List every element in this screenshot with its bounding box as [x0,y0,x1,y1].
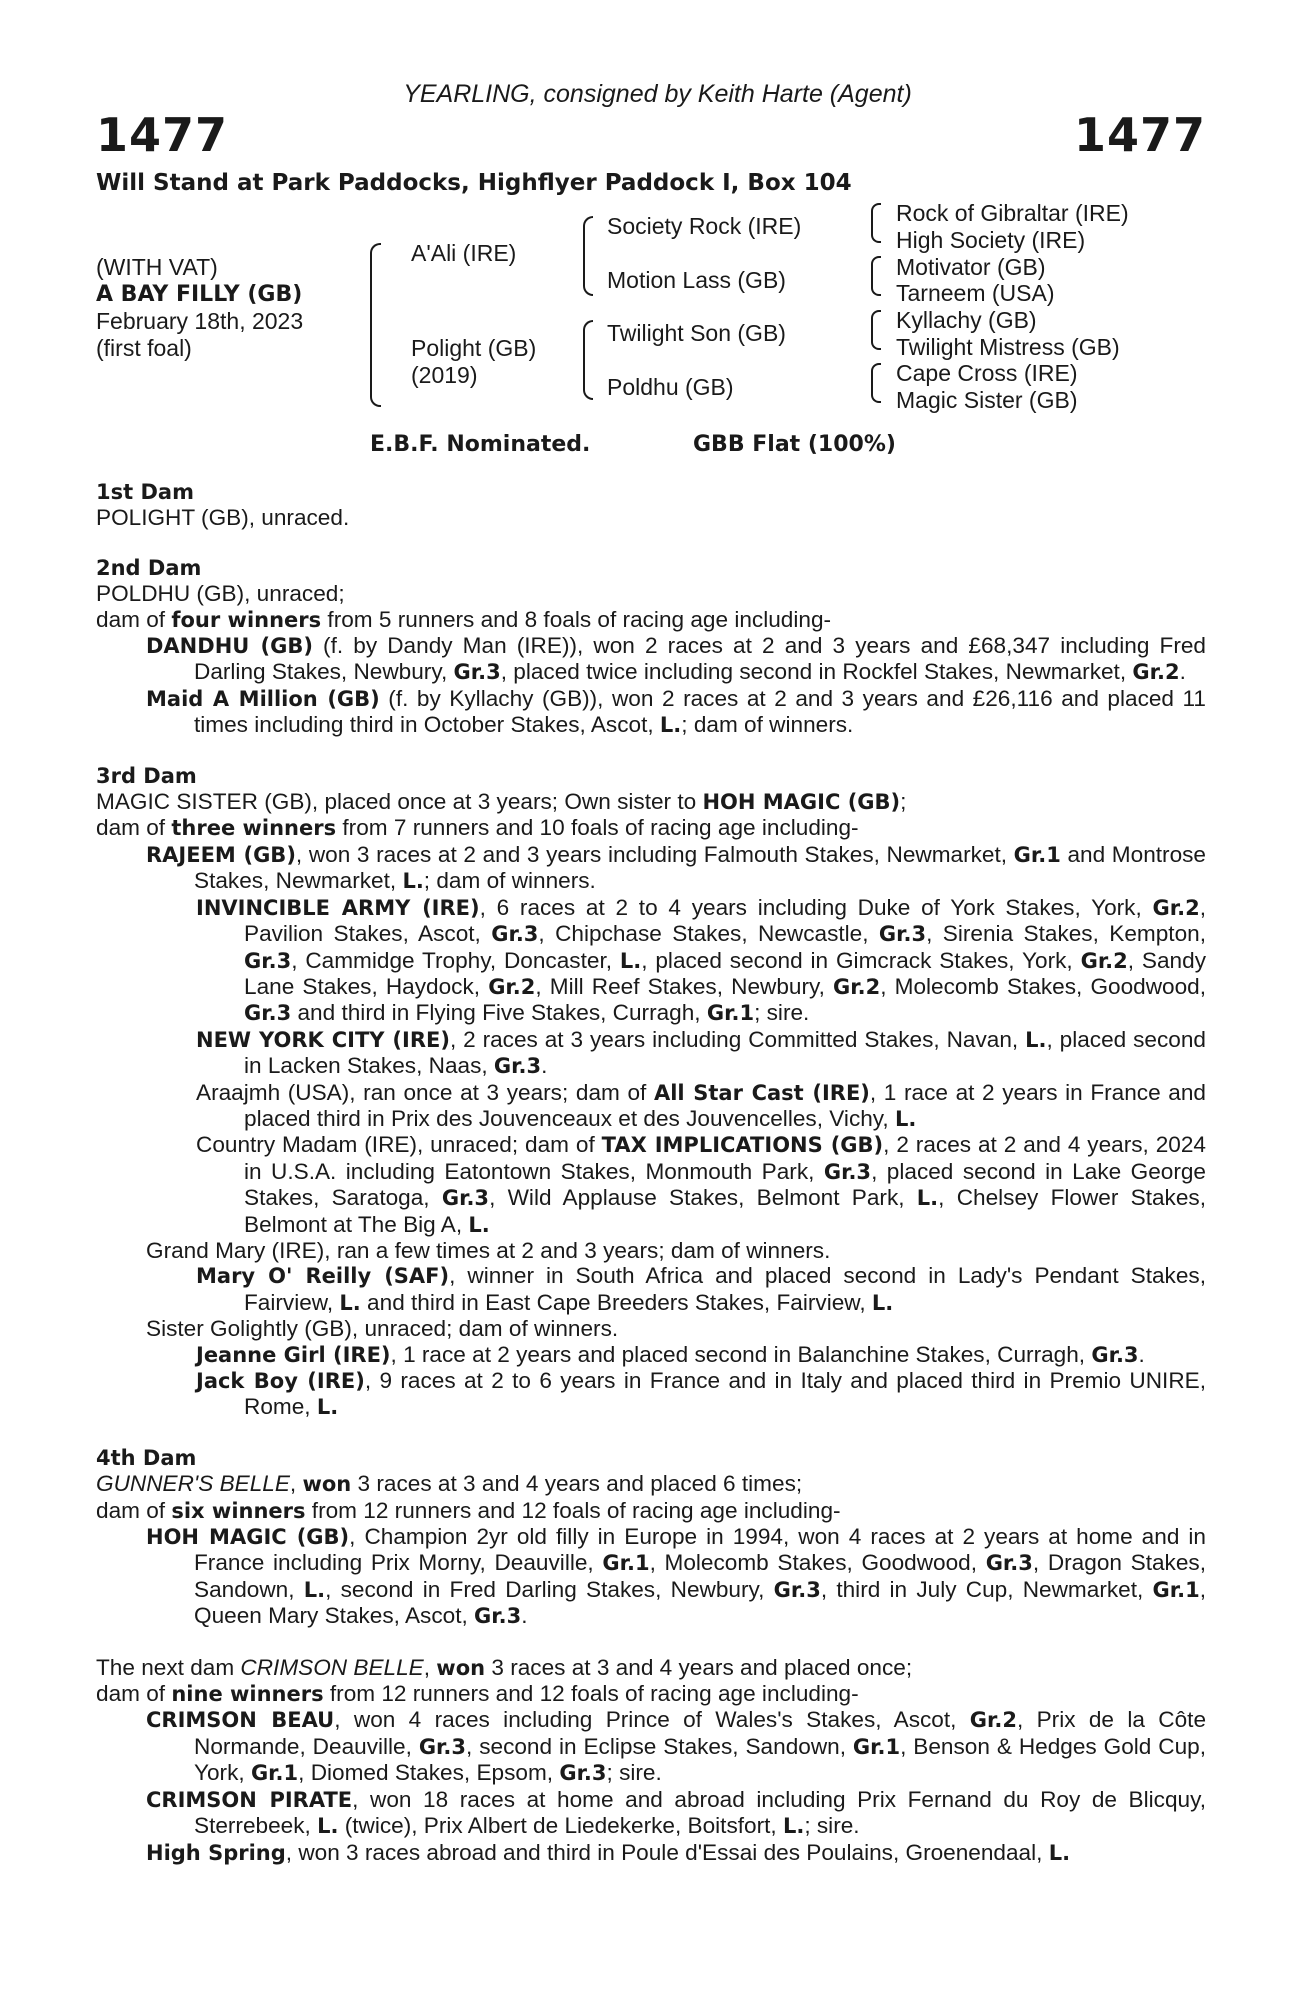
dam-name: Polight (GB) [411,335,537,361]
text: Grand Mary (IRE), ran a few times at 2 and 3 years; dam of winners. [146,1237,831,1263]
text: Sister Golightly (GB), unraced; dam of winners. [146,1316,619,1342]
dam-section [96,764,1206,1421]
produce-entry [96,1368,1206,1421]
produce-entry [96,1316,1206,1341]
bold-text: Gr.3 [474,1604,522,1629]
produce-entry [96,1263,1206,1316]
text: and Montrose Stakes, Newmarket, [194,841,1206,894]
bold-text: Gr.3 [823,1159,872,1184]
bold-text: six winners [171,1498,306,1523]
text: and third in East Cape Breeders Stakes, Fairview, [360,1289,872,1315]
bold-text: L. [782,1814,805,1839]
text: , placed twice including second in Rockfel Stakes, Newmarket, [500,659,1133,685]
text: , Molecomb Stakes, Goodwood, [649,1550,986,1576]
bold-text: L. [339,1290,361,1315]
ggp-2: High Society (IRE) [896,227,1086,253]
bold-text: Gr.1 [1152,1577,1200,1602]
text: , won 4 races including Prince of Wales's Stakes, Ascot, [334,1707,970,1733]
dam-section [96,556,1206,739]
parents-brace [370,243,381,407]
bold-text: All Star Cast (IRE) [653,1080,870,1105]
text: . [521,1603,528,1629]
bold-text: TAX IMPLICATIONS (GB) [601,1133,884,1158]
ggp-3: Motivator (GB) [896,254,1046,280]
bold-text: Gr.3 [244,948,292,973]
dam-record-line [96,815,1206,841]
text: , won 3 races at 2 and 3 years including Falmouth Stakes, Newmarket, [295,841,1014,867]
text: , Sandy Lane Stakes, Haydock, [244,947,1206,999]
dam-record-line [96,505,1206,530]
bold-text: Maid A Million (GB) [146,686,380,711]
bold-text: Gr.2 [1152,895,1200,920]
text: Country Madam (IRE), unraced; dam of [196,1132,602,1158]
text: , 2 races at 2 and 4 years, 2024 in U.S.A. including Eatontown Stakes, Monmouth Park, [244,1132,1206,1184]
lot-number-right: 1477 [1073,108,1206,162]
text: , Sirenia Stakes, Kempton, [926,921,1206,947]
bold-text: Gr.3 [1091,1342,1139,1367]
text: , won 3 races abroad and third in Poule d'Essai des Poulains, Groenendaal, [285,1839,1049,1865]
bold-text: Gr.3 [878,922,927,947]
bold-text: Gr.3 [773,1577,821,1602]
bold-text: Gr.1 [852,1734,901,1759]
bold-text: Gr.3 [453,660,501,685]
dam-year: (2019) [411,362,478,388]
text: from 5 runners and 8 foals of racing age including- [321,606,832,632]
ebf-nomination: E.B.F. Nominated. [370,432,591,457]
text: , won 18 races at home and abroad including Prix Fernand du Roy de Blicquy, Sterrebeek, [194,1786,1206,1839]
bold-text: L. [1048,1840,1071,1865]
text: , second in Fred Darling Stakes, Newbury, [325,1576,774,1602]
produce-entry [96,1707,1206,1786]
bold-text: Gr.1 [602,1551,650,1576]
bold-text: CRIMSON PIRATE [146,1787,353,1812]
italic-text: CRIMSON BELLE [240,1654,424,1680]
dam-sire-name: Twilight Son (GB) [607,320,786,346]
bold-text: L. [317,1814,339,1839]
text: POLDHU (GB), unraced; [96,581,345,607]
dam-record-line [96,581,1206,606]
dam-record-line [96,1681,1206,1707]
dam-record-line [96,607,1206,633]
text: , Cammidge Trophy, Doncaster, [291,947,620,973]
text: , placed second in Lake George Stakes, Saratoga, [244,1158,1206,1211]
produce-entry [96,1080,1206,1133]
ggp-4: Tarneem (USA) [896,280,1055,306]
ggp-1: Rock of Gibraltar (IRE) [896,200,1129,226]
sire-name: A'Ali (IRE) [411,240,517,266]
bold-text: L. [402,869,424,894]
dam-record-line [96,1471,1206,1497]
text: , 6 races at 2 to 4 years including Duke of York Stakes, York, [479,894,1153,920]
text: , Pavilion Stakes, Ascot, [244,894,1206,947]
bold-text: Gr.3 [441,1186,490,1211]
text: , placed second in Gimcrack Stakes, York, [641,947,1081,973]
produce-entry [96,686,1206,739]
bold-text: nine winners [171,1682,324,1707]
section-heading: 4th Dam [96,1445,197,1470]
text: ; dam of winners. [423,868,596,894]
gbb-nomination: GBB Flat (100%) [693,432,896,457]
text: ; dam of winners. [681,712,854,738]
section-heading: 3rd Dam [96,763,197,788]
bold-text: Jeanne Girl (IRE) [196,1342,391,1367]
bold-text: Gr.2 [969,1708,1017,1733]
produce-entry [96,1132,1206,1238]
text: 3 races at 3 and 4 years and placed 6 times; [351,1471,803,1497]
bold-text: L. [1025,1027,1047,1052]
bold-text: High Spring [146,1840,286,1865]
produce-entry [96,895,1206,1027]
text: (twice), Prix Albert de Liedekerke, Boitsfort, [338,1813,783,1839]
text: , Mill Reef Stakes, Newbury, [535,973,834,999]
ggp-5: Kyllachy (GB) [896,307,1037,333]
bold-text: L. [894,1106,917,1131]
text: The next dam [96,1654,241,1680]
text: , [289,1471,303,1497]
bold-text: RAJEEM (GB) [146,842,296,867]
foal-note: (first foal) [96,335,192,361]
text: ; sire. [606,1760,662,1786]
bold-text: Gr.1 [1013,842,1061,867]
ggp-6: Twilight Mistress (GB) [896,334,1120,360]
text: , third in July Cup, Newmarket, [820,1576,1153,1602]
produce-entry [96,842,1206,895]
dam-parents-brace [583,320,593,400]
bold-text: L. [871,1290,894,1315]
ggp-8: Magic Sister (GB) [896,387,1078,413]
bold-text: Jack Boy (IRE) [196,1369,365,1393]
text: ; [900,789,907,815]
bold-text: Gr.2 [1132,660,1180,685]
ggp-7: Cape Cross (IRE) [896,360,1078,386]
text: , winner in South Africa and placed second in Lady's Pendant Stakes, Fairview, [244,1263,1206,1315]
bold-text: DANDHU (GB) [146,634,313,659]
bold-text: Gr.2 [488,974,536,999]
text: , Dragon Stakes, Sandown, [194,1550,1206,1602]
italic-text: GUNNER'S BELLE [96,1471,290,1497]
bold-text: Gr.3 [491,922,539,947]
produce-entry [96,1027,1206,1080]
text: , Benson & Hedges Gold Cup, York, [194,1733,1206,1786]
produce-entry [96,1524,1206,1630]
bold-text: HOH MAGIC (GB) [702,790,901,815]
text: , 1 race at 2 years and placed second in Balanchine Stakes, Curragh, [390,1341,1092,1367]
text: and third in Flying Five Stakes, Curragh, [291,1000,707,1026]
text: dam of [96,815,172,841]
ggp-brace-1 [871,203,881,243]
text: from 12 runners and 12 foals of racing age including- [305,1497,841,1523]
dam-section [96,1446,1206,1630]
dam-dam-name: Poldhu (GB) [607,374,734,400]
vat-note: (WITH VAT) [96,254,218,280]
text: , 2 races at 3 years including Committed Stakes, Navan, [449,1026,1026,1052]
bold-text: four winners [171,607,322,632]
bold-text: L. [619,948,642,973]
text: , [423,1654,437,1680]
text: 3 races at 3 and 4 years and placed once; [485,1654,913,1680]
produce-entry [96,1238,1206,1263]
bold-text: L. [659,713,682,738]
stand-location: Will Stand at Park Paddocks, Highflyer Paddock I, Box 104 [96,170,852,196]
text: , 9 races at 2 to 6 years in France and in Italy and placed third in Premio UNIRE, Rome, [244,1368,1206,1420]
text: (f. by Kyllachy (GB)), won 2 races at 2 and 3 years and £26,116 and placed 11 times including third in October Stakes, Ascot, [194,685,1206,738]
text: from 12 runners and 12 foals of racing age including- [323,1681,859,1707]
text: , Prix de la Côte Normande, Deauville, [194,1707,1207,1759]
bold-text: Gr.3 [985,1551,1033,1576]
produce-entry [96,1787,1206,1840]
text: , Chipchase Stakes, Newcastle, [538,921,879,947]
bold-text: Gr.1 [250,1761,299,1786]
bold-text: Gr.3 [418,1734,467,1759]
bold-text: INVINCIBLE ARMY (IRE) [196,895,480,920]
text: MAGIC SISTER (GB), placed once at 3 years; Own sister to [96,789,703,815]
text: , Queen Mary Stakes, Ascot, [194,1576,1206,1629]
bold-text: L. [303,1577,326,1602]
ggp-brace-4 [871,363,881,403]
produce-entry [96,1840,1206,1866]
text: , placed second in Lacken Stakes, Naas, [244,1026,1206,1079]
text: from 7 runners and 10 foals of racing age including- [336,815,859,841]
sire-sire-name: Society Rock (IRE) [607,213,802,239]
ggp-brace-2 [871,256,881,296]
text: dam of [96,1497,172,1523]
text: dam of [96,606,172,632]
bold-text: Gr.1 [706,1001,755,1026]
dam-record-line [96,1498,1206,1524]
text: ; sire. [804,1813,860,1839]
text: , Champion 2yr old filly in Europe in 1994, won 4 races at 2 years at home and in France including Prix Morny, Deauville, [194,1524,1206,1576]
text: Araajmh (USA), ran once at 3 years; dam of [196,1079,654,1105]
sire-dam-name: Motion Lass (GB) [607,267,786,293]
produce-entry [96,1342,1206,1368]
consignor-line: YEARLING, consigned by Keith Harte (Agent) [403,80,912,108]
bold-text: three winners [171,816,337,841]
bold-text: Gr.3 [559,1761,607,1786]
text: . [1179,659,1186,685]
bold-text: Gr.2 [833,974,881,999]
bold-text: won [302,1472,352,1497]
bold-text: Mary O' Reilly (SAF) [196,1264,450,1289]
bold-text: CRIMSON BEAU [146,1708,335,1733]
foaling-date: February 18th, 2023 [96,308,304,334]
bold-text: Gr.2 [1080,948,1128,973]
text: POLIGHT (GB), unraced. [96,505,350,531]
bold-text: L. [468,1212,490,1237]
bold-text: L. [316,1395,339,1420]
produce-entry [96,633,1206,686]
text: (f. by Dandy Man (IRE)), won 2 races at 2 and 3 years and £68,347 including Fred Darling Stakes, Newbury, [194,633,1206,685]
text: , Wild Applause Stakes, Belmont Park, [489,1185,917,1211]
bold-text: NEW YORK CITY (IRE) [196,1027,450,1052]
text: , Chelsey Flower Stakes, Belmont at The Big A, [244,1185,1206,1237]
horse-name: A BAY FILLY (GB) [96,282,303,307]
lot-number-left: 1477 [96,108,229,162]
text: dam of [96,1681,172,1707]
bold-text: L. [916,1186,939,1211]
ggp-brace-3 [871,310,881,350]
text: , Molecomb Stakes, Goodwood, [880,973,1207,999]
text: , Diomed Stakes, Epsom, [298,1760,560,1786]
text: ; sire. [754,1000,810,1026]
bold-text: Gr.3 [493,1054,542,1079]
bold-text: Gr.3 [244,1001,292,1026]
sire-parents-brace [583,216,593,296]
bold-text: HOH MAGIC (GB) [146,1525,350,1550]
bold-text: won [436,1655,486,1680]
dam-record-line [96,789,1206,815]
section-heading: 2nd Dam [96,555,202,580]
text: , 1 race at 2 years in France and placed third in Prix des Jouvenceaux et des Jouvencelles, Vichy, [244,1079,1206,1131]
text: . [541,1053,548,1079]
dam-section [96,1655,1206,1866]
dam-section [96,480,1206,531]
section-heading: 1st Dam [96,480,194,504]
catalogue-body [96,480,1206,1866]
text: . [1138,1341,1145,1367]
text: , second in Eclipse Stakes, Sandown, [466,1733,853,1759]
dam-record-line [96,1655,1206,1681]
